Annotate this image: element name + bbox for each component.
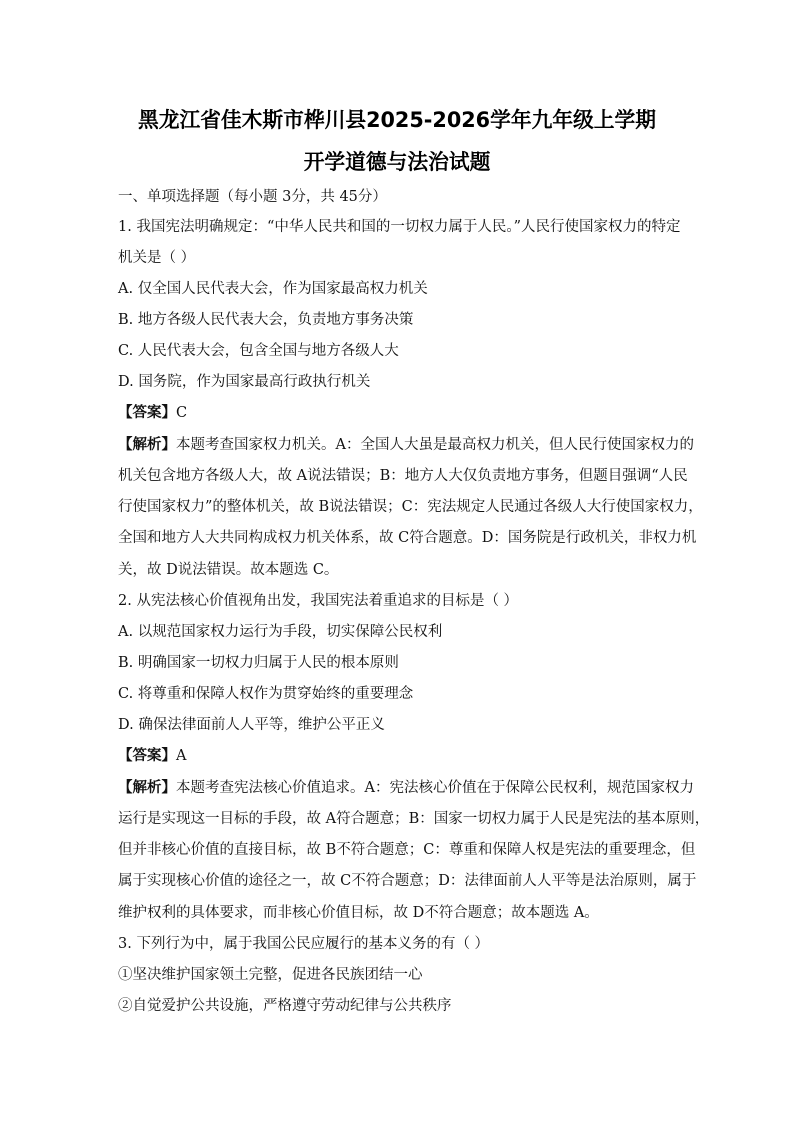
q1-analysis-line-1 — [118, 435, 694, 455]
q2-option-b: B. 明确国家一切权力归属于人民的根本原则 — [118, 655, 399, 671]
q1-stem-line-1: 1. 我国宪法明确规定：“中华人民共和国的一切权力属于人民。”人民行使国家权力的特定 — [118, 219, 681, 235]
q1-analysis-tag: 【解析】 — [118, 436, 176, 453]
q1-answer — [118, 403, 187, 423]
section-heading: 一、单项选择题（每小题 3分，共 45分） — [118, 189, 387, 205]
q2-option-d: D. 确保法律面前人人平等，维护公平正义 — [118, 717, 385, 733]
q2-analysis-line-3: 但并非核心价值的直接目标，故 B不符合题意；C：尊重和保障人权是宪法的重要理念，但 — [118, 842, 696, 858]
q2-answer — [118, 746, 186, 766]
q3-stem-line-1: 3. 下列行为中，属于我国公民应履行的基本义务的有（ ） — [118, 936, 490, 952]
q1-analysis-line-5: 关，故 D说法错误。故本题选 C。 — [118, 562, 339, 578]
q1-analysis-line-4: 全国和地方人大共同构成权力机关体系，故 C符合题意。D：国务院是行政机关，非权力机 — [118, 530, 697, 546]
q2-analysis-tag: 【解析】 — [118, 779, 176, 796]
q1-answer-value: C — [176, 405, 188, 421]
q1-analysis-text-1: 本题考查国家权力机关。A：全国人大虽是最高权力机关，但人民行使国家权力的 — [176, 437, 694, 453]
q2-analysis-line-5: 维护权利的具体要求，而非核心价值目标，故 D不符合题意；故本题选 A。 — [118, 905, 599, 921]
q1-stem-line-2: 机关是（ ） — [118, 250, 196, 266]
title-line-2: 开学道德与法治试题 — [303, 150, 491, 174]
q2-analysis-line-2: 运行是实现这一目标的手段，故 A符合题意；B：国家一切权力属于人民是宪法的基本原则， — [118, 811, 710, 827]
q1-analysis-line-3: 行使国家权力”的整体机关，故 B说法错误；C：宪法规定人民通过各级人大行使国家权力， — [118, 499, 703, 515]
q2-analysis-text-1: 本题考查宪法核心价值追求。A：宪法核心价值在于保障公民权利，规范国家权力 — [176, 780, 694, 796]
q2-answer-value: A — [176, 748, 187, 764]
q1-analysis-line-2: 机关包含地方各级人大，故 A说法错误；B：地方人大仅负责地方事务，但题目强调“人民 — [118, 468, 688, 484]
q1-option-c: C. 人民代表大会，包含全国与地方各级人大 — [118, 343, 399, 359]
q2-option-c: C. 将尊重和保障人权作为贯穿始终的重要理念 — [118, 686, 414, 702]
q1-option-b: B. 地方各级人民代表大会，负责地方事务决策 — [118, 312, 414, 328]
q2-analysis-line-4: 属于实现核心价值的途径之一，故 C不符合题意；D：法律面前人人平等是法治原则，属于 — [118, 873, 697, 889]
q3-statement-1: ①坚决维护国家领土完整，促进各民族团结一心 — [118, 967, 423, 983]
q1-answer-tag: 【答案】 — [118, 404, 176, 421]
q2-analysis-line-1 — [118, 778, 694, 798]
q2-answer-tag: 【答案】 — [118, 747, 176, 764]
q1-option-a: A. 仅全国人民代表大会，作为国家最高权力机关 — [118, 281, 428, 297]
q2-stem-line-1: 2. 从宪法核心价值视角出发，我国宪法着重追求的目标是（ ） — [118, 593, 519, 609]
title-line-1: 黑龙江省佳木斯市桦川县2025-2026学年九年级上学期 — [137, 108, 656, 132]
q3-statement-2: ②自觉爱护公共设施，严格遵守劳动纪律与公共秩序 — [118, 998, 452, 1014]
q2-option-a: A. 以规范国家权力运行为手段，切实保障公民权利 — [118, 624, 443, 640]
q1-option-d: D. 国务院，作为国家最高行政执行机关 — [118, 374, 371, 390]
